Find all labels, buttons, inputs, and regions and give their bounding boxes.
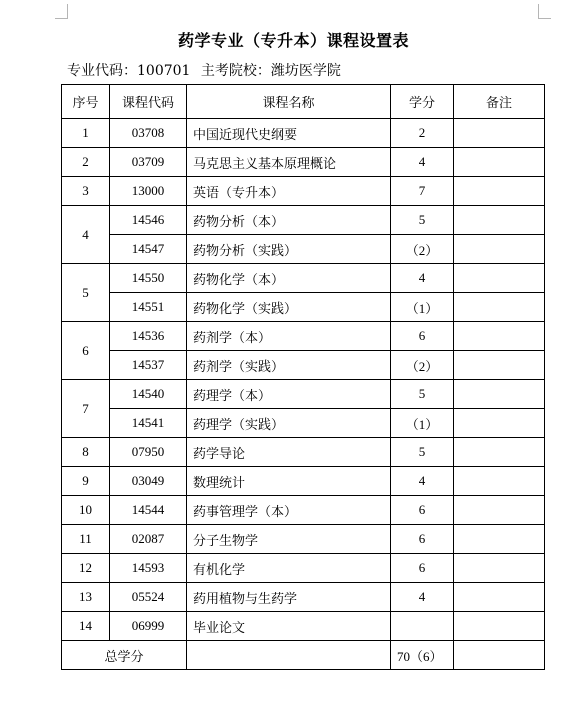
table-row — [62, 119, 545, 148]
major-code-value: 100701 — [137, 63, 191, 79]
course-note — [454, 554, 545, 583]
course-name: 毕业论文 — [187, 612, 391, 641]
course-note — [454, 351, 545, 380]
course-note — [454, 496, 545, 525]
course-code: 06999 — [110, 612, 187, 641]
course-credit: （2） — [391, 235, 454, 264]
course-name: 数理统计 — [187, 467, 391, 496]
course-note — [454, 438, 545, 467]
course-note — [454, 525, 545, 554]
course-note — [454, 148, 545, 177]
course-credit: 7 — [391, 177, 454, 206]
page-corner-mark-right — [538, 4, 551, 19]
row-number: 8 — [62, 438, 110, 467]
course-code: 13000 — [110, 177, 187, 206]
course-note — [454, 583, 545, 612]
table-row — [62, 148, 545, 177]
row-number: 13 — [62, 583, 110, 612]
course-note — [454, 612, 545, 641]
exam-school-label: 主考院校： — [200, 63, 271, 79]
course-code: 03049 — [110, 467, 187, 496]
row-number: 14 — [62, 612, 110, 641]
course-name: 英语（专升本） — [187, 177, 391, 206]
course-code: 14540 — [110, 380, 187, 409]
course-name: 药剂学（本） — [187, 322, 391, 351]
table-row — [62, 554, 545, 583]
total-credits-label: 总学分 — [62, 641, 187, 670]
course-credit: 6 — [391, 322, 454, 351]
row-number: 4 — [62, 206, 110, 264]
table-row — [62, 322, 545, 351]
table-header-row — [62, 85, 545, 119]
course-note — [454, 380, 545, 409]
course-name: 药物分析（实践） — [187, 235, 391, 264]
course-code: 14546 — [110, 206, 187, 235]
course-code: 03709 — [110, 148, 187, 177]
row-number: 12 — [62, 554, 110, 583]
course-code: 14551 — [110, 293, 187, 322]
course-note — [454, 264, 545, 293]
header-credit: 学分 — [391, 85, 454, 119]
course-credit: 2 — [391, 119, 454, 148]
table-row — [62, 583, 545, 612]
course-code: 07950 — [110, 438, 187, 467]
table-row — [62, 438, 545, 467]
course-credit: 6 — [391, 525, 454, 554]
table-row — [62, 206, 545, 235]
course-code: 03708 — [110, 119, 187, 148]
course-name: 药理学（实践） — [187, 409, 391, 438]
course-note — [454, 322, 545, 351]
course-credit: 4 — [391, 583, 454, 612]
course-note — [454, 119, 545, 148]
major-code-label: 专业代码： — [67, 63, 137, 79]
course-name: 有机化学 — [187, 554, 391, 583]
course-code: 14593 — [110, 554, 187, 583]
course-name: 马克思主义基本原理概论 — [187, 148, 391, 177]
course-code: 14537 — [110, 351, 187, 380]
course-name: 中国近现代史纲要 — [187, 119, 391, 148]
total-credits-value: 70（6） — [391, 641, 454, 670]
row-number: 10 — [62, 496, 110, 525]
course-table-body — [62, 119, 545, 641]
course-credit: （2） — [391, 351, 454, 380]
course-code: 14541 — [110, 409, 187, 438]
header-name: 课程名称 — [187, 85, 391, 119]
course-name: 药用植物与生药学 — [187, 583, 391, 612]
course-name: 药物化学（本） — [187, 264, 391, 293]
total-row — [62, 641, 545, 670]
course-name: 药事管理学（本） — [187, 496, 391, 525]
course-credit: 4 — [391, 264, 454, 293]
row-number: 5 — [62, 264, 110, 322]
table-row — [62, 467, 545, 496]
table-row — [62, 235, 545, 264]
page-corner-mark-left — [55, 4, 68, 19]
header-no: 序号 — [62, 85, 110, 119]
course-credit: 5 — [391, 380, 454, 409]
course-note — [454, 293, 545, 322]
table-row — [62, 264, 545, 293]
course-name: 药物化学（实践） — [187, 293, 391, 322]
course-code: 05524 — [110, 583, 187, 612]
table-row — [62, 351, 545, 380]
row-number: 2 — [62, 148, 110, 177]
total-empty-cell — [187, 641, 391, 670]
course-name: 药剂学（实践） — [187, 351, 391, 380]
course-code: 14536 — [110, 322, 187, 351]
course-name: 药理学（本） — [187, 380, 391, 409]
course-credit: （1） — [391, 293, 454, 322]
course-note — [454, 177, 545, 206]
course-note — [454, 235, 545, 264]
page-title: 药学专业（专升本）课程设置表 — [177, 31, 409, 50]
table-row — [62, 409, 545, 438]
total-note-cell — [454, 641, 545, 670]
course-code: 14550 — [110, 264, 187, 293]
course-code: 02087 — [110, 525, 187, 554]
course-note — [454, 467, 545, 496]
row-number: 9 — [62, 467, 110, 496]
course-note — [454, 206, 545, 235]
course-credit: 5 — [391, 206, 454, 235]
course-code: 14544 — [110, 496, 187, 525]
row-number: 1 — [62, 119, 110, 148]
course-credit: （1） — [391, 409, 454, 438]
course-credit: 6 — [391, 496, 454, 525]
course-table — [61, 84, 545, 670]
course-credit: 5 — [391, 438, 454, 467]
major-info-line — [67, 60, 341, 80]
table-row — [62, 612, 545, 641]
table-row — [62, 525, 545, 554]
table-row — [62, 293, 545, 322]
course-name: 分子生物学 — [187, 525, 391, 554]
exam-school-value: 潍坊医学院 — [270, 63, 341, 79]
row-number: 7 — [62, 380, 110, 438]
course-name: 药学导论 — [187, 438, 391, 467]
row-number: 6 — [62, 322, 110, 380]
course-credit: 4 — [391, 148, 454, 177]
table-row — [62, 380, 545, 409]
row-number: 11 — [62, 525, 110, 554]
header-note: 备注 — [454, 85, 545, 119]
table-row — [62, 496, 545, 525]
header-code: 课程代码 — [110, 85, 187, 119]
course-code: 14547 — [110, 235, 187, 264]
course-credit — [391, 612, 454, 641]
row-number: 3 — [62, 177, 110, 206]
table-row — [62, 177, 545, 206]
course-name: 药物分析（本） — [187, 206, 391, 235]
course-credit: 4 — [391, 467, 454, 496]
course-note — [454, 409, 545, 438]
course-credit: 6 — [391, 554, 454, 583]
